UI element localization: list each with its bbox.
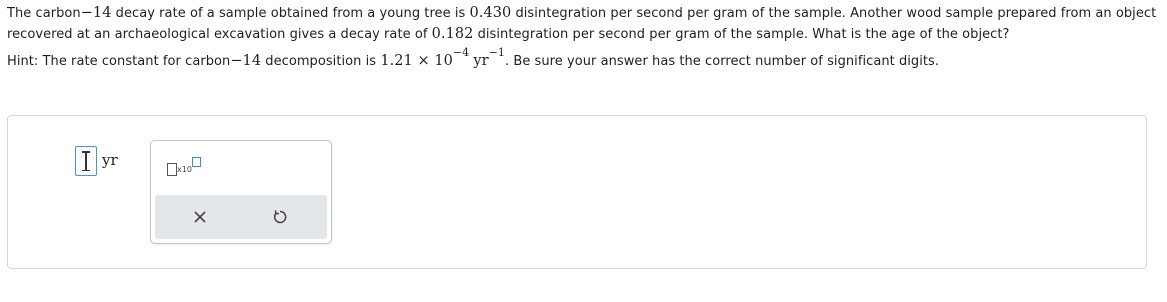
exponent-box-icon <box>192 157 201 167</box>
answer-area <box>7 115 1147 269</box>
rate-constant-exponent: −4 <box>452 46 470 59</box>
rate-archaeological-sample: 0.182 <box>431 26 474 42</box>
x10-label: x10 <box>177 165 192 174</box>
question-text <box>7 3 1157 45</box>
hint-part: decomposition is <box>261 54 381 69</box>
answer-unit: yr <box>102 151 118 169</box>
mantissa-box-icon <box>167 163 177 176</box>
answer-input[interactable] <box>75 146 97 176</box>
isotope-number: 14 <box>242 53 262 69</box>
hint-part: . Be sure your answer has the correct number of significant digits. <box>504 54 940 69</box>
rate-constant-base: 10 <box>434 53 453 69</box>
hint-label: Hint: The rate constant for carbon <box>7 54 231 69</box>
question-part: decay rate of a sample obtained from a young tree is <box>111 6 470 21</box>
question-part: The carbon <box>7 6 81 21</box>
times-sign: × <box>412 53 435 69</box>
rate-constant-unit: yr <box>473 53 489 69</box>
action-bar <box>155 195 327 239</box>
minus-sign: − <box>230 53 243 69</box>
hint-text <box>7 46 1157 72</box>
question-part: disintegration per second per gram of the sample. What is the age of the object? <box>473 27 1010 42</box>
rate-constant-coefficient: 1.21 <box>380 53 413 69</box>
unit-exponent: −1 <box>488 46 505 59</box>
math-palette <box>150 140 332 244</box>
rate-young-tree: 0.430 <box>469 5 512 21</box>
question-part: disintegration per second per gram of the sample. Another wood sample prepared from an object recovered at an archaeological excavation gives a decay rate of <box>7 6 1157 42</box>
scientific-notation-button[interactable] <box>165 155 201 181</box>
undo-icon <box>272 209 288 225</box>
undo-button[interactable] <box>267 204 293 230</box>
problem-statement <box>7 3 1157 72</box>
isotope-number: 14 <box>92 5 112 21</box>
clear-button[interactable] <box>187 204 213 230</box>
x-icon <box>193 210 207 224</box>
text-cursor-icon <box>85 151 87 171</box>
minus-sign: − <box>80 5 93 21</box>
